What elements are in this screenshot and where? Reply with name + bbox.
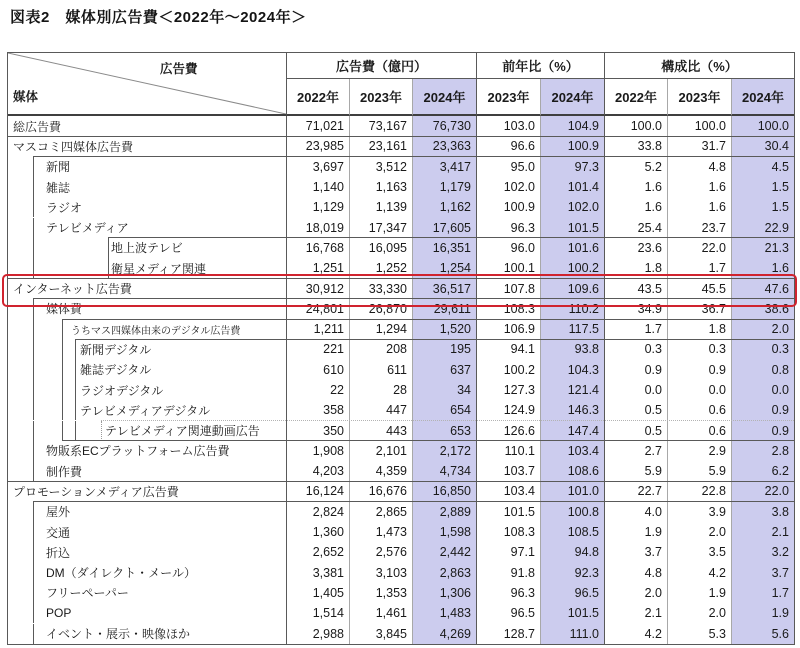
- value-cell: 1,514: [286, 603, 349, 623]
- indent-guide-line: [62, 380, 63, 400]
- value-cell: 1.5: [731, 177, 794, 197]
- value-cell: 2.9: [667, 441, 731, 461]
- value-cell: 2,865: [349, 502, 412, 522]
- value-cell: 4.0: [604, 502, 667, 522]
- value-cell: 16,095: [349, 238, 412, 258]
- value-cell: 0.9: [667, 360, 731, 380]
- indent-guide-line: [108, 238, 109, 258]
- row-label: 総広告費: [13, 119, 62, 134]
- value-cell: 5.6: [731, 623, 794, 643]
- value-cell: 104.3: [540, 360, 604, 380]
- year-header-adspend-2024: 2024年: [412, 79, 476, 116]
- value-cell: 0.3: [604, 339, 667, 359]
- value-cell: 0.5: [604, 420, 667, 440]
- value-cell: 4.8: [604, 563, 667, 583]
- header-corner-cell: [8, 53, 286, 116]
- value-cell: 16,850: [412, 481, 476, 501]
- corner-label-media: 媒体: [13, 90, 39, 104]
- row-separator-dotted: [101, 420, 794, 421]
- value-cell: 0.5: [604, 400, 667, 420]
- value-cell: 30.4: [731, 136, 794, 156]
- value-cell: 2,863: [412, 563, 476, 583]
- value-cell: 124.9: [476, 400, 540, 420]
- value-cell: 2,172: [412, 441, 476, 461]
- indent-guide-line: [33, 238, 34, 258]
- value-cell: 16,768: [286, 238, 349, 258]
- value-cell: 1,353: [349, 583, 412, 603]
- value-cell: 97.1: [476, 542, 540, 562]
- value-cell: 100.0: [604, 116, 667, 136]
- row-label: プロモーションメディア広告費: [13, 484, 179, 499]
- value-cell: 2,576: [349, 542, 412, 562]
- value-cell: 1.6: [667, 197, 731, 217]
- value-cell: 2.0: [667, 603, 731, 623]
- value-cell: 4,359: [349, 461, 412, 481]
- value-cell: 2,988: [286, 623, 349, 643]
- value-cell: 1,483: [412, 603, 476, 623]
- value-cell: 1,908: [286, 441, 349, 461]
- value-cell: 0.3: [731, 339, 794, 359]
- value-cell: 76,730: [412, 116, 476, 136]
- row-separator: [8, 278, 794, 279]
- row-label: うちマス四媒体由来のデジタル広告費: [71, 325, 241, 337]
- value-cell: 4.8: [667, 157, 731, 177]
- value-cell: 0.6: [667, 400, 731, 420]
- value-cell: 21.3: [731, 238, 794, 258]
- indent-guide-line: [33, 421, 34, 441]
- value-cell: 1.6: [731, 258, 794, 278]
- value-cell: 1.9: [731, 603, 794, 623]
- value-cell: 2,889: [412, 502, 476, 522]
- indent-guide-line: [33, 400, 34, 420]
- row-separator: [75, 339, 794, 340]
- row-label: ラジオ: [46, 200, 83, 215]
- value-cell: 110.2: [540, 299, 604, 319]
- indent-guide-line: [62, 319, 63, 339]
- indent-guide-line: [75, 421, 76, 441]
- value-cell: 4.5: [731, 157, 794, 177]
- value-cell: 4,269: [412, 623, 476, 643]
- value-cell: 447: [349, 400, 412, 420]
- value-cell: 1.5: [731, 197, 794, 217]
- row-separator: [108, 237, 794, 238]
- value-cell: 0.0: [604, 380, 667, 400]
- value-cell: 1,140: [286, 177, 349, 197]
- indent-guide-line: [33, 157, 34, 177]
- value-cell: 25.4: [604, 217, 667, 237]
- value-cell: 1.7: [667, 258, 731, 278]
- value-cell: 3.2: [731, 542, 794, 562]
- row-label: マスコミ四媒体広告費: [13, 139, 134, 154]
- indent-guide-line: [75, 360, 76, 380]
- value-cell: 94.1: [476, 339, 540, 359]
- value-cell: 100.1: [476, 258, 540, 278]
- value-cell: 101.5: [476, 502, 540, 522]
- value-cell: 22.0: [731, 481, 794, 501]
- indent-guide-line: [33, 299, 34, 319]
- value-cell: 96.5: [540, 583, 604, 603]
- value-cell: 93.8: [540, 339, 604, 359]
- value-cell: 34.9: [604, 299, 667, 319]
- value-cell: 208: [349, 339, 412, 359]
- value-cell: 637: [412, 360, 476, 380]
- row-label: テレビメディア関連動画広告: [105, 424, 260, 439]
- value-cell: 1,179: [412, 177, 476, 197]
- indent-guide-line: [33, 603, 34, 623]
- value-cell: 1.7: [604, 319, 667, 339]
- value-cell: 1,598: [412, 522, 476, 542]
- value-cell: 33,330: [349, 278, 412, 298]
- media-ad-expense-table: [7, 52, 795, 645]
- indent-guide-line: [33, 563, 34, 583]
- value-cell: 654: [412, 400, 476, 420]
- value-cell: 22.9: [731, 217, 794, 237]
- indent-guide-line: [33, 542, 34, 562]
- value-cell: 73,167: [349, 116, 412, 136]
- year-header-share-2024: 2024年: [731, 79, 794, 116]
- value-cell: 23,985: [286, 136, 349, 156]
- value-cell: 2.1: [731, 522, 794, 542]
- indent-guide-line: [33, 258, 34, 278]
- year-header-yoy-2024: 2024年: [540, 79, 604, 116]
- row-label: イベント・展示・映像ほか: [46, 627, 191, 642]
- value-cell: 108.6: [540, 461, 604, 481]
- indent-guide-line: [108, 258, 109, 278]
- value-cell: 96.5: [476, 603, 540, 623]
- value-cell: 1.8: [604, 258, 667, 278]
- column-group-share: 構成比（%）: [604, 53, 794, 79]
- row-label: インターネット広告費: [13, 282, 132, 297]
- value-cell: 45.5: [667, 278, 731, 298]
- indent-guide-line: [33, 218, 34, 238]
- row-label: 新聞: [46, 160, 71, 175]
- value-cell: 106.9: [476, 319, 540, 339]
- value-cell: 2.0: [731, 319, 794, 339]
- value-cell: 30,912: [286, 278, 349, 298]
- row-separator: [33, 501, 794, 502]
- value-cell: 443: [349, 420, 412, 440]
- value-cell: 653: [412, 420, 476, 440]
- value-cell: 2,652: [286, 542, 349, 562]
- value-cell: 4,734: [412, 461, 476, 481]
- value-cell: 47.6: [731, 278, 794, 298]
- value-cell: 108.5: [540, 522, 604, 542]
- value-cell: 1,139: [349, 197, 412, 217]
- value-cell: 610: [286, 360, 349, 380]
- value-cell: 2,824: [286, 502, 349, 522]
- indent-guide-line: [33, 583, 34, 603]
- value-cell: 3,845: [349, 623, 412, 643]
- value-cell: 1,405: [286, 583, 349, 603]
- row-separator: [62, 440, 794, 441]
- value-cell: 22.8: [667, 481, 731, 501]
- row-label: 交通: [46, 525, 71, 540]
- value-cell: 1,211: [286, 319, 349, 339]
- row-separator: [8, 481, 794, 482]
- value-cell: 1,473: [349, 522, 412, 542]
- row-label: 衛星メディア関連: [111, 261, 207, 276]
- indent-guide-line: [33, 624, 34, 644]
- value-cell: 2.1: [604, 603, 667, 623]
- row-separator: [62, 319, 794, 320]
- row-label: DM（ダイレクト・メール）: [46, 566, 196, 581]
- indent-guide-line: [33, 380, 34, 400]
- value-cell: 1,129: [286, 197, 349, 217]
- value-cell: 0.9: [731, 400, 794, 420]
- value-cell: 100.9: [476, 197, 540, 217]
- value-cell: 0.9: [731, 420, 794, 440]
- year-header-share-2023: 2023年: [667, 79, 731, 116]
- indent-guide-line: [33, 441, 34, 461]
- column-group-adspend: 広告費（億円）: [286, 53, 476, 79]
- indent-guide-line: [75, 380, 76, 400]
- value-cell: 96.3: [476, 583, 540, 603]
- value-cell: 3,697: [286, 157, 349, 177]
- value-cell: 358: [286, 400, 349, 420]
- row-label: 制作費: [46, 464, 83, 479]
- indent-guide-line: [33, 197, 34, 217]
- row-label: 物販系ECプラットフォーム広告費: [46, 444, 230, 459]
- row-label: テレビメディア: [46, 221, 129, 236]
- value-cell: 103.4: [540, 441, 604, 461]
- corner-label-adspend: 広告費: [160, 62, 198, 76]
- value-cell: 3,103: [349, 563, 412, 583]
- value-cell: 117.5: [540, 319, 604, 339]
- value-cell: 16,124: [286, 481, 349, 501]
- value-cell: 1,294: [349, 319, 412, 339]
- value-cell: 5.2: [604, 157, 667, 177]
- value-cell: 0.9: [604, 360, 667, 380]
- row-label: テレビメディアデジタル: [80, 403, 211, 418]
- value-cell: 29,611: [412, 299, 476, 319]
- indent-guide-line: [33, 522, 34, 542]
- indent-guide-line: [62, 421, 63, 441]
- row-label: フリーペーパー: [46, 586, 129, 601]
- year-header-adspend-2022: 2022年: [286, 79, 349, 116]
- value-cell: 28: [349, 380, 412, 400]
- value-cell: 100.9: [540, 136, 604, 156]
- value-cell: 1.8: [667, 319, 731, 339]
- value-cell: 97.3: [540, 157, 604, 177]
- value-cell: 36,517: [412, 278, 476, 298]
- year-header-share-2022: 2022年: [604, 79, 667, 116]
- row-label: 媒体費: [46, 302, 83, 317]
- value-cell: 3.7: [731, 563, 794, 583]
- value-cell: 1.6: [604, 197, 667, 217]
- indent-guide-line: [75, 400, 76, 420]
- value-cell: 34: [412, 380, 476, 400]
- value-cell: 23,363: [412, 136, 476, 156]
- value-cell: 100.2: [540, 258, 604, 278]
- value-cell: 96.6: [476, 136, 540, 156]
- value-cell: 611: [349, 360, 412, 380]
- value-cell: 195: [412, 339, 476, 359]
- value-cell: 2.8: [731, 441, 794, 461]
- value-cell: 2,101: [349, 441, 412, 461]
- value-cell: 3,381: [286, 563, 349, 583]
- value-cell: 4,203: [286, 461, 349, 481]
- value-cell: 1,252: [349, 258, 412, 278]
- value-cell: 1,461: [349, 603, 412, 623]
- indent-guide-line-dotted: [101, 421, 102, 441]
- value-cell: 4.2: [667, 563, 731, 583]
- row-label: 地上波テレビ: [111, 241, 183, 256]
- value-cell: 101.5: [540, 603, 604, 623]
- value-cell: 221: [286, 339, 349, 359]
- value-cell: 23.6: [604, 238, 667, 258]
- value-cell: 100.0: [731, 116, 794, 136]
- indent-guide-line: [62, 360, 63, 380]
- value-cell: 350: [286, 420, 349, 440]
- row-label: 雑誌デジタル: [80, 363, 152, 378]
- value-cell: 101.6: [540, 238, 604, 258]
- value-cell: 0.8: [731, 360, 794, 380]
- indent-guide-line: [62, 400, 63, 420]
- value-cell: 1,520: [412, 319, 476, 339]
- value-cell: 18,019: [286, 217, 349, 237]
- value-cell: 4.2: [604, 623, 667, 643]
- row-separator: [8, 136, 794, 137]
- value-cell: 22.0: [667, 238, 731, 258]
- value-cell: 1.9: [604, 522, 667, 542]
- indent-guide-line: [33, 319, 34, 339]
- value-cell: 22.7: [604, 481, 667, 501]
- value-cell: 103.0: [476, 116, 540, 136]
- value-cell: 128.7: [476, 623, 540, 643]
- value-cell: 33.8: [604, 136, 667, 156]
- value-cell: 16,676: [349, 481, 412, 501]
- value-cell: 2.0: [604, 583, 667, 603]
- value-cell: 5.9: [667, 461, 731, 481]
- value-cell: 1.7: [731, 583, 794, 603]
- row-label: ラジオデジタル: [80, 383, 164, 398]
- value-cell: 1,254: [412, 258, 476, 278]
- value-cell: 95.0: [476, 157, 540, 177]
- value-cell: 103.7: [476, 461, 540, 481]
- value-cell: 24,801: [286, 299, 349, 319]
- value-cell: 108.3: [476, 522, 540, 542]
- value-cell: 5.9: [604, 461, 667, 481]
- value-cell: 2,442: [412, 542, 476, 562]
- value-cell: 111.0: [540, 623, 604, 643]
- value-cell: 102.0: [476, 177, 540, 197]
- value-cell: 1.9: [667, 583, 731, 603]
- indent-guide-line: [33, 502, 34, 522]
- value-cell: 1.6: [667, 177, 731, 197]
- value-cell: 3,512: [349, 157, 412, 177]
- page-title: 図表2 媒体別広告費＜2022年～2024年＞: [10, 9, 307, 26]
- value-cell: 26,870: [349, 299, 412, 319]
- value-cell: 3.8: [731, 502, 794, 522]
- value-cell: 1,162: [412, 197, 476, 217]
- value-cell: 126.6: [476, 420, 540, 440]
- year-header-yoy-2023: 2023年: [476, 79, 540, 116]
- row-label: 屋外: [46, 505, 71, 520]
- row-separator: [33, 156, 794, 157]
- value-cell: 43.5: [604, 278, 667, 298]
- diagonal-divider-line: [8, 53, 286, 114]
- value-cell: 1,251: [286, 258, 349, 278]
- value-cell: 104.9: [540, 116, 604, 136]
- value-cell: 2.7: [604, 441, 667, 461]
- row-label: 折込: [46, 545, 71, 560]
- value-cell: 91.8: [476, 563, 540, 583]
- indent-guide-line: [33, 177, 34, 197]
- value-cell: 107.8: [476, 278, 540, 298]
- value-cell: 22: [286, 380, 349, 400]
- value-cell: 31.7: [667, 136, 731, 156]
- value-cell: 108.3: [476, 299, 540, 319]
- indent-guide-line: [33, 339, 34, 359]
- row-label: POP: [46, 606, 72, 621]
- value-cell: 3,417: [412, 157, 476, 177]
- indent-guide-line: [33, 360, 34, 380]
- value-cell: 23,161: [349, 136, 412, 156]
- value-cell: 127.3: [476, 380, 540, 400]
- year-header-adspend-2023: 2023年: [349, 79, 412, 116]
- value-cell: 2.0: [667, 522, 731, 542]
- value-cell: 100.8: [540, 502, 604, 522]
- value-cell: 0.6: [667, 420, 731, 440]
- row-label: 新聞デジタル: [80, 342, 152, 357]
- indent-guide-line: [62, 339, 63, 359]
- value-cell: 38.6: [731, 299, 794, 319]
- value-cell: 101.0: [540, 481, 604, 501]
- value-cell: 1,306: [412, 583, 476, 603]
- indent-guide-line: [75, 339, 76, 359]
- value-cell: 0.3: [667, 339, 731, 359]
- value-cell: 3.7: [604, 542, 667, 562]
- value-cell: 1,163: [349, 177, 412, 197]
- value-cell: 101.4: [540, 177, 604, 197]
- value-cell: 96.3: [476, 217, 540, 237]
- value-cell: 146.3: [540, 400, 604, 420]
- value-cell: 1.6: [604, 177, 667, 197]
- row-label: 雑誌: [46, 180, 71, 195]
- value-cell: 71,021: [286, 116, 349, 136]
- value-cell: 94.8: [540, 542, 604, 562]
- value-cell: 102.0: [540, 197, 604, 217]
- value-cell: 3.9: [667, 502, 731, 522]
- value-cell: 0.0: [731, 380, 794, 400]
- value-cell: 147.4: [540, 420, 604, 440]
- value-cell: 92.3: [540, 563, 604, 583]
- value-cell: 101.5: [540, 217, 604, 237]
- value-cell: 100.0: [667, 116, 731, 136]
- value-cell: 96.0: [476, 238, 540, 258]
- column-group-yoy: 前年比（%）: [476, 53, 604, 79]
- value-cell: 110.1: [476, 441, 540, 461]
- value-cell: 0.0: [667, 380, 731, 400]
- value-cell: 23.7: [667, 217, 731, 237]
- value-cell: 109.6: [540, 278, 604, 298]
- indent-guide-line: [33, 461, 34, 481]
- value-cell: 3.5: [667, 542, 731, 562]
- value-cell: 17,605: [412, 217, 476, 237]
- value-cell: 6.2: [731, 461, 794, 481]
- value-cell: 121.4: [540, 380, 604, 400]
- value-cell: 36.7: [667, 299, 731, 319]
- value-cell: 1,360: [286, 522, 349, 542]
- value-cell: 103.4: [476, 481, 540, 501]
- row-separator: [33, 298, 794, 299]
- value-cell: 5.3: [667, 623, 731, 643]
- value-cell: 17,347: [349, 217, 412, 237]
- value-cell: 16,351: [412, 238, 476, 258]
- value-cell: 100.2: [476, 360, 540, 380]
